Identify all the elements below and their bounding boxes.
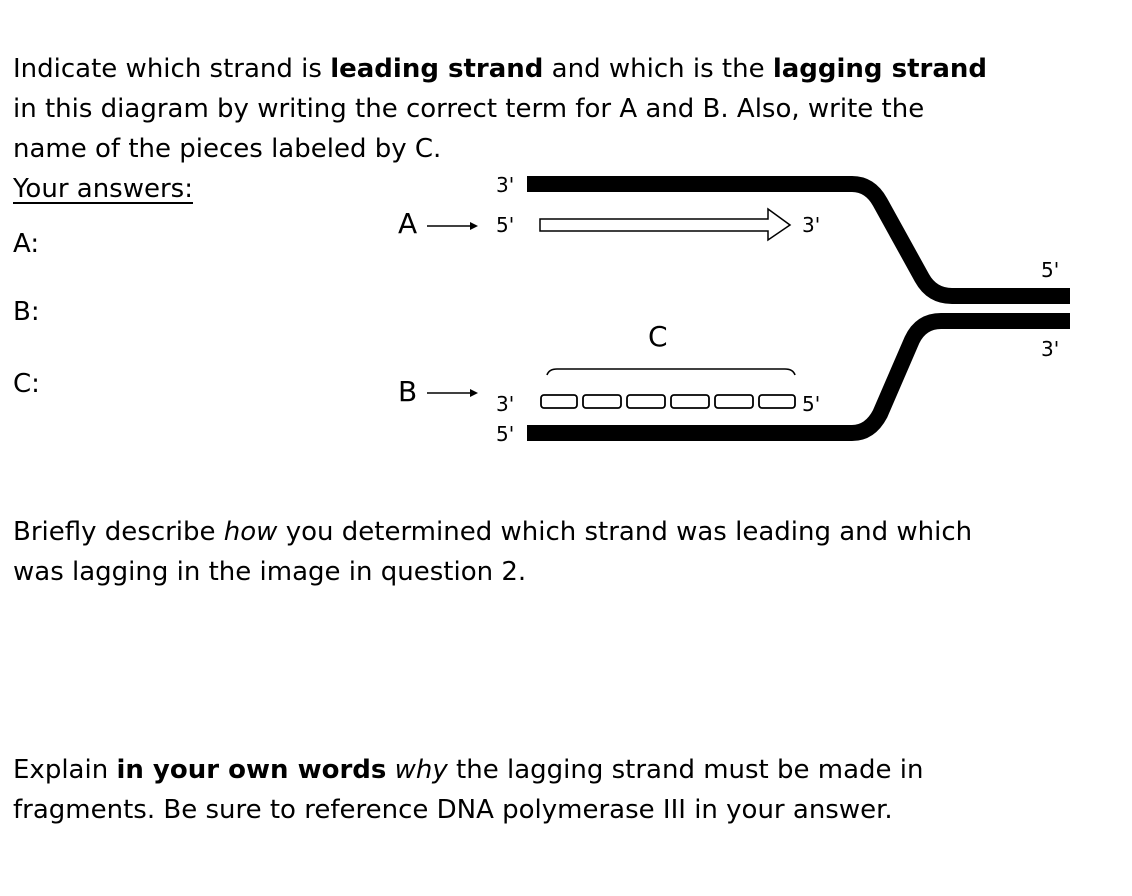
question-1-part1: Indicate which strand is [13, 54, 331, 84]
fragments-bracket [547, 369, 795, 375]
question-1-lagging-strand: lagging strand [772, 54, 987, 84]
question-1-part3: in this diagram by writing the correct term for A and B. Also, write the name of the pieces labeled by C. [13, 94, 925, 164]
question-1-leading-strand: leading strand [330, 54, 544, 84]
leading-5prime: 5' [496, 213, 515, 237]
lagging-5prime: 5' [802, 392, 821, 416]
bottom-template-strand [527, 321, 1070, 433]
label-a: A [398, 207, 418, 240]
leading-3prime: 3' [802, 213, 821, 237]
bottom-template-5prime: 5' [496, 422, 515, 446]
question-3-why: why [394, 755, 448, 785]
label-c: C [648, 320, 668, 353]
fragment-4 [671, 395, 709, 408]
label-b: B [398, 375, 418, 408]
question-1-part2: and which is the [543, 54, 773, 84]
question-2-text [13, 512, 1023, 592]
lagging-3prime: 3' [496, 392, 515, 416]
question-2-part2: you determined which strand was leading and which was lagging in the image in question 2. [13, 517, 973, 587]
your-answers-heading: Your answers: [13, 174, 193, 204]
question-3-text [13, 750, 1023, 830]
question-2-how: how [223, 517, 278, 547]
fragment-6 [759, 395, 795, 408]
question-3-part3: the lagging strand must be made in fragments. Be sure to reference DNA polymerase III in your answer. [13, 755, 924, 825]
a-pointer-arrowhead [470, 222, 478, 230]
answer-b-label: B: [13, 297, 40, 327]
fragment-1 [541, 395, 577, 408]
question-3-part2 [386, 755, 394, 785]
question-3-own-words: in your own words [116, 755, 387, 785]
fragment-2 [583, 395, 621, 408]
parent-bottom-3prime: 3' [1041, 337, 1060, 361]
question-2-part1: Briefly describe [13, 517, 224, 547]
question-3-part1: Explain [13, 755, 117, 785]
top-template-strand [527, 184, 1070, 296]
fragment-3 [627, 395, 665, 408]
fragment-5 [715, 395, 753, 408]
b-pointer-arrowhead [470, 389, 478, 397]
parent-top-5prime: 5' [1041, 258, 1060, 282]
okazaki-fragments [541, 395, 795, 408]
answer-a-label: A: [13, 229, 40, 259]
top-template-3prime: 3' [496, 173, 515, 197]
leading-strand-arrow [540, 209, 790, 240]
answer-c-label: C: [13, 369, 40, 399]
